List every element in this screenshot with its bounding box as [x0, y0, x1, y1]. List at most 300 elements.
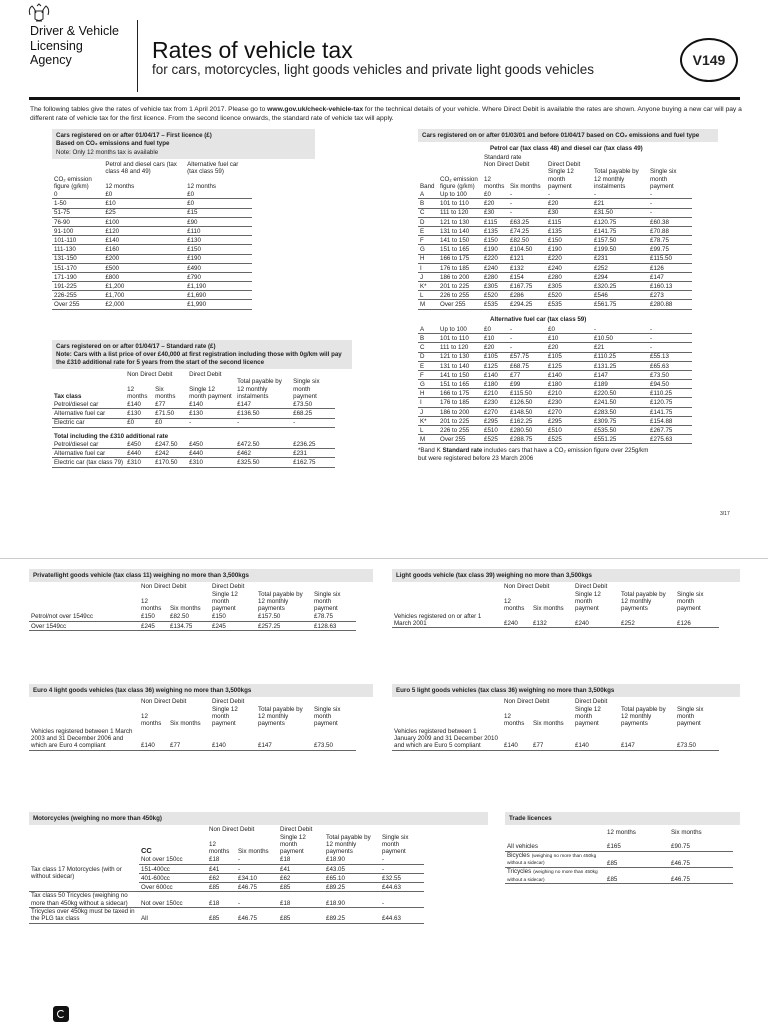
- table-cell: 141 to 150: [438, 370, 482, 379]
- table-cell: G: [418, 245, 438, 254]
- table-cell: Electric car (tax class 79): [54, 459, 124, 467]
- table-cell: £85: [605, 867, 669, 883]
- table-cell: £535: [482, 300, 508, 309]
- table-cell: £220.50: [592, 389, 648, 398]
- table-cell: £74.25: [508, 226, 546, 235]
- table-cell: £462: [235, 449, 291, 458]
- table-row: [52, 217, 252, 226]
- table-cell: £240: [482, 263, 508, 272]
- col-12-months: 12 months: [504, 597, 525, 613]
- table-cell: £73.50: [648, 370, 692, 379]
- table-cell: £0: [153, 418, 187, 427]
- table-cell: J: [418, 407, 438, 416]
- table-cell: Petrol/not over 1549cc: [29, 613, 139, 622]
- col-12-months: 12 months: [105, 182, 135, 190]
- table-cell: £105: [546, 352, 592, 361]
- table-cell: £70.88: [648, 226, 692, 235]
- table-cell: £130: [185, 236, 252, 245]
- table-row: [52, 409, 335, 418]
- motorcycles-panel: [29, 812, 488, 924]
- table-cell: £46.75: [669, 867, 733, 883]
- table-cell: £120: [103, 226, 185, 235]
- table-cell: £132: [531, 613, 573, 628]
- table-cell: 131 to 140: [438, 361, 482, 370]
- page-subtitle: for cars, motorcycles, light goods vehicles and private light goods vehicles: [152, 62, 594, 77]
- table-cell: £525: [482, 435, 508, 444]
- table-cell: £85: [605, 851, 669, 867]
- table-cell: £200: [103, 254, 185, 263]
- standard-rate-table: [52, 371, 335, 468]
- table-cell: £257.25: [256, 621, 312, 630]
- table-cell: £305: [482, 282, 508, 291]
- table-cell: £115.50: [508, 389, 546, 398]
- table-row: [52, 440, 335, 449]
- table-cell: £18: [278, 856, 324, 865]
- table-cell: £472.50: [235, 440, 291, 449]
- table-cell: £150: [139, 613, 168, 622]
- table-cell: C: [418, 208, 438, 217]
- table-cell: £57.75: [508, 352, 546, 361]
- table-cell: B: [418, 199, 438, 208]
- table-cell: £240: [546, 263, 592, 272]
- table-cell: £245: [210, 621, 256, 630]
- col-band: Band: [420, 182, 435, 190]
- col-six-months: Six months: [671, 829, 702, 837]
- table-cell: £62: [207, 873, 236, 882]
- band-k-footnote: *Band K Standard rate includes cars that have a CO₂ emission figure over 225g/km but were registered before 23 March 2006: [418, 447, 649, 462]
- table-row: [505, 867, 733, 883]
- col-12-months: 12 months: [484, 175, 505, 190]
- recycle-icon: [53, 1006, 69, 1022]
- table-cell: -: [648, 190, 692, 199]
- table-row: [52, 272, 252, 281]
- table-cell: B: [418, 334, 438, 343]
- table-cell: £147: [592, 370, 648, 379]
- table-cell: £130: [125, 409, 153, 418]
- table-cell: 111-130: [52, 245, 103, 254]
- motorcycles-table: [29, 826, 424, 923]
- table-row: [52, 400, 335, 409]
- table-cell: £525: [546, 435, 592, 444]
- table-cell: £280.50: [508, 426, 546, 435]
- col-single-12: Single 12 month payment: [575, 705, 601, 728]
- table-cell: £73.50: [312, 728, 356, 750]
- check-vehicle-tax-link[interactable]: www.gov.uk/check-vehicle-tax: [267, 106, 364, 113]
- table-cell: £82.50: [168, 613, 210, 622]
- table-row: [505, 837, 733, 852]
- col-total-payable: Total payable by 12 monthly payments: [621, 590, 666, 613]
- table-cell: £280: [546, 272, 592, 281]
- direct-debit-heading: Direct Debit: [189, 370, 222, 378]
- table-cell: £140: [210, 728, 256, 750]
- col-single-6: Single six month payment: [293, 378, 320, 400]
- col-co2-emission: CO₂ emission figure (g/km): [54, 175, 92, 190]
- table-cell: 111 to 120: [438, 208, 482, 217]
- table-cell: £157.50: [592, 236, 648, 245]
- table-cell: A: [418, 190, 438, 199]
- trade-row-label: [505, 837, 605, 852]
- table-cell: Over 1549cc: [29, 621, 139, 630]
- table-cell: £99.75: [648, 245, 692, 254]
- trade-licences-title: Trade licences: [505, 812, 740, 825]
- table-cell: £135: [546, 226, 592, 235]
- table-cell: £551.25: [592, 435, 648, 444]
- table-cell: £110: [185, 226, 252, 235]
- first-licence-subtitle: Based on CO₂ emissions and fuel type: [52, 140, 315, 148]
- table-cell: £150: [210, 613, 256, 622]
- table-cell: £510: [482, 426, 508, 435]
- table-row: [418, 416, 692, 425]
- table-cell: 121 to 130: [438, 352, 482, 361]
- col-co2: CO₂ emission figure (g/km): [440, 175, 478, 190]
- col-12-months: 12 months: [209, 840, 230, 856]
- table-cell: I: [418, 263, 438, 272]
- table-cell: £89.25: [324, 907, 380, 923]
- table-row: [392, 613, 719, 628]
- table-cell: 101 to 110: [438, 199, 482, 208]
- trade-vehicle-type: Tricycles: [507, 867, 532, 875]
- col-six-months: Six months: [533, 605, 564, 613]
- table-cell: Alternative fuel car: [52, 449, 125, 458]
- table-cell: £180: [546, 380, 592, 389]
- table-cell: £252: [619, 613, 675, 628]
- table-cell: £68.75: [508, 361, 546, 370]
- table-cell: -: [380, 892, 424, 908]
- col-six-months: Six months: [533, 720, 564, 728]
- table-cell: £160.13: [648, 282, 692, 291]
- table-row: [418, 426, 692, 435]
- header-divider: [137, 20, 138, 92]
- direct-debit-heading: Direct Debit: [548, 160, 581, 168]
- table-cell: £236.25: [291, 440, 335, 449]
- table-cell: £20: [546, 343, 592, 352]
- trade-vehicle-note: (weighing no more than 450kg without a sidecar): [507, 869, 598, 883]
- col-alternative-fuel: Alternative fuel car (tax class 59): [187, 160, 239, 176]
- standard-rate-title: Cars registered on or after 01/04/17 – Standard rate (£): [52, 340, 352, 351]
- table-cell: 401-600cc: [139, 873, 207, 882]
- table-cell: £65.63: [648, 361, 692, 370]
- table-cell: £520: [482, 291, 508, 300]
- co2-petrol-table: [418, 154, 692, 310]
- table-cell: £77: [531, 728, 573, 750]
- table-cell: £150: [482, 236, 508, 245]
- table-cell: £150: [546, 236, 592, 245]
- table-cell: 151-170: [52, 263, 103, 272]
- col-single-12: Single 12 month payment: [212, 705, 238, 728]
- table-cell: £1,700: [103, 291, 185, 300]
- table-cell: £46.75: [236, 907, 278, 923]
- col-12-months: 12 months: [141, 597, 162, 613]
- table-cell: £30: [546, 208, 592, 217]
- table-cell: £790: [185, 272, 252, 281]
- first-licence-table: [52, 161, 252, 310]
- table-cell: 191-225: [52, 282, 103, 291]
- table-cell: £270: [482, 407, 508, 416]
- table-cell: £140: [103, 236, 185, 245]
- table-cell: £128.63: [312, 621, 356, 630]
- table-row: [52, 300, 252, 309]
- header-rule: [29, 97, 740, 100]
- table-cell: D: [418, 352, 438, 361]
- table-cell: K*: [418, 282, 438, 291]
- table-cell: £10: [103, 199, 185, 208]
- col-petrol-diesel: Petrol and diesel cars (tax class 48 and 49): [105, 160, 177, 176]
- col-six-months: Six months: [155, 385, 176, 400]
- table-cell: £220: [546, 254, 592, 263]
- table-cell: E: [418, 226, 438, 235]
- co2-2001-title: Cars registered on or after 01/03/01 and before 01/04/17 based on CO₂ emissions and fuel type: [418, 129, 718, 142]
- table-cell: Petrol/diesel car: [52, 440, 125, 449]
- non-direct-debit-heading: Non Direct Debit: [127, 370, 173, 378]
- trade-vehicle-type: All vehicles: [507, 843, 538, 851]
- table-cell: £85: [278, 883, 324, 892]
- table-row: [418, 282, 692, 291]
- table-row: [418, 352, 692, 361]
- euro4-title: Euro 4 light goods vehicles (tax class 36) weighing no more than 3,500kgs: [29, 684, 373, 697]
- table-cell: £162.75: [291, 458, 335, 467]
- table-cell: -: [546, 190, 592, 199]
- col-12-months: 12 months: [187, 182, 217, 190]
- table-cell: £21: [592, 199, 648, 208]
- table-cell: £167.75: [508, 282, 546, 291]
- table-cell: 151 to 165: [438, 380, 482, 389]
- table-cell: £1,190: [185, 282, 252, 291]
- table-cell: £141.75: [592, 226, 648, 235]
- co2-alt-table: [418, 325, 692, 444]
- table-cell: £220: [482, 254, 508, 263]
- trade-row-label: [505, 867, 605, 883]
- lgv39-title: Light goods vehicle (tax class 39) weighing no more than 3,500kgs: [392, 569, 740, 582]
- table-row: [418, 370, 692, 379]
- table-cell: 76-90: [52, 217, 103, 226]
- table-cell: £140: [125, 400, 153, 409]
- table-cell: £18: [207, 892, 236, 908]
- table-cell: -: [648, 199, 692, 208]
- table-cell: £231: [592, 254, 648, 263]
- table-cell: £440: [187, 449, 235, 458]
- table-cell: £275.63: [648, 435, 692, 444]
- table-cell: £105: [482, 352, 508, 361]
- table-cell: £140: [482, 370, 508, 379]
- table-cell: £280.88: [648, 300, 692, 309]
- table-cell: -: [508, 343, 546, 352]
- table-cell: £190: [546, 245, 592, 254]
- table-cell: £800: [103, 272, 185, 281]
- table-row: [418, 389, 692, 398]
- table-cell: £309.75: [592, 416, 648, 425]
- lgv39-panel: [392, 569, 740, 628]
- trade-vehicle-note: (weighing no more than 450kg without a sidecar): [507, 853, 597, 867]
- table-cell: £115.50: [648, 254, 692, 263]
- direct-debit-heading: Direct Debit: [280, 826, 313, 834]
- non-direct-debit-heading: Non Direct Debit: [504, 583, 550, 591]
- table-row: [29, 728, 356, 750]
- table-cell: £60.38: [648, 217, 692, 226]
- table-cell: £77: [168, 728, 210, 750]
- col-12-months: 12 months: [607, 829, 636, 837]
- table-cell: 0: [52, 190, 103, 199]
- table-cell: Alternative fuel car: [52, 409, 125, 418]
- table-cell: 121 to 130: [438, 217, 482, 226]
- table-cell: £10: [482, 334, 508, 343]
- table-cell: £99: [508, 380, 546, 389]
- euro5-table: [392, 698, 719, 750]
- euro4-panel: [29, 684, 373, 751]
- table-cell: £125: [482, 361, 508, 370]
- table-cell: £310: [125, 458, 153, 467]
- table-row: [418, 398, 692, 407]
- table-cell: -: [236, 864, 278, 873]
- table-cell: 226-255: [52, 291, 103, 300]
- table-row: [418, 263, 692, 272]
- table-cell: Not over 150cc: [139, 892, 207, 908]
- royal-crest-logo: [27, 3, 51, 23]
- table-cell: L: [418, 291, 438, 300]
- table-row: [52, 190, 252, 199]
- table-cell: Vehicles registered between 1 January 2009 and 31 December 2010 and which are Euro 5 compliant: [392, 728, 502, 750]
- table-cell: £140: [187, 400, 235, 409]
- table-row: [418, 325, 692, 334]
- table-cell: £2,000: [103, 300, 185, 309]
- table-cell: £0: [482, 325, 508, 334]
- table-cell: £0: [546, 325, 592, 334]
- table-cell: £121: [508, 254, 546, 263]
- col-single-6: Single six month payment: [382, 833, 409, 856]
- table-cell: Petrol/diesel car: [52, 400, 125, 409]
- non-direct-debit-heading: Non Direct Debit: [484, 160, 530, 168]
- table-cell: All: [139, 907, 207, 923]
- non-direct-debit-heading: Non Direct Debit: [141, 583, 187, 591]
- table-cell: £140: [139, 728, 168, 750]
- col-single-6: Single six month payment: [314, 705, 341, 728]
- col-12-months: 12 months: [127, 385, 148, 400]
- table-cell: £110.25: [592, 352, 648, 361]
- table-cell: £165: [605, 837, 669, 852]
- table-cell: £78.75: [648, 236, 692, 245]
- table-cell: £561.75: [592, 300, 648, 309]
- table-cell: £0: [185, 199, 252, 208]
- table-cell: £162.25: [508, 416, 546, 425]
- table-cell: £273: [648, 291, 692, 300]
- table-cell: £18.90: [324, 856, 380, 865]
- table-cell: £90.75: [669, 837, 733, 852]
- table-row: [392, 728, 719, 750]
- table-cell: £147: [235, 400, 291, 409]
- table-cell: 51-75: [52, 208, 103, 217]
- table-cell: £115: [482, 217, 508, 226]
- table-cell: £30: [482, 208, 508, 217]
- table-row: [52, 291, 252, 300]
- table-row: [418, 199, 692, 208]
- table-row: [418, 217, 692, 226]
- col-single-6: Single six month payment: [677, 590, 704, 613]
- trade-licences-table: [505, 829, 733, 884]
- non-direct-debit-heading: Non Direct Debit: [504, 698, 550, 706]
- table-cell: 166 to 175: [438, 254, 482, 263]
- table-cell: £280: [482, 272, 508, 281]
- table-cell: £41: [207, 864, 236, 873]
- table-cell: £190: [482, 245, 508, 254]
- table-cell: F: [418, 370, 438, 379]
- table-cell: £294.25: [508, 300, 546, 309]
- form-code-badge: V149: [680, 38, 738, 82]
- table-cell: £85: [207, 883, 236, 892]
- standard-rate-heading: Standard rate: [484, 153, 522, 161]
- table-cell: £295: [546, 416, 592, 425]
- table-cell: £18: [207, 856, 236, 865]
- table-cell: £230: [482, 398, 508, 407]
- table-cell: £31.50: [592, 208, 648, 217]
- table-cell: £55.13: [648, 352, 692, 361]
- table-row: [52, 236, 252, 245]
- table-cell: £1,690: [185, 291, 252, 300]
- table-cell: £65.10: [324, 873, 380, 882]
- table-cell: £535.50: [592, 426, 648, 435]
- table-row: [418, 343, 692, 352]
- table-cell: £82.50: [508, 236, 546, 245]
- table-cell: £147: [648, 272, 692, 281]
- table-cell: 166 to 175: [438, 389, 482, 398]
- table-cell: Electric car: [52, 418, 125, 427]
- table-cell: L: [418, 426, 438, 435]
- agency-name: Driver & Vehicle Licensing Agency: [30, 24, 119, 67]
- table-cell: £242: [153, 449, 187, 458]
- table-cell: -: [508, 190, 546, 199]
- table-cell: 1-50: [52, 199, 103, 208]
- table-cell: 151-400cc: [139, 864, 207, 873]
- table-cell: £120.75: [648, 398, 692, 407]
- standard-rate-panel: [52, 340, 352, 468]
- table-cell: -: [648, 208, 692, 217]
- table-cell: £154.88: [648, 416, 692, 425]
- table-row: [418, 254, 692, 263]
- additional-rate-heading: Total including the £310 additional rate: [54, 432, 169, 440]
- table-cell: -: [508, 325, 546, 334]
- table-cell: £535: [546, 300, 592, 309]
- col-six-months: Six months: [170, 605, 201, 613]
- table-row: [418, 407, 692, 416]
- table-cell: £247.50: [153, 440, 187, 449]
- table-cell: A: [418, 325, 438, 334]
- table-cell: £20: [546, 199, 592, 208]
- table-row: [418, 236, 692, 245]
- table-cell: 201 to 225: [438, 416, 482, 425]
- table-cell: £546: [592, 291, 648, 300]
- table-cell: £270: [546, 407, 592, 416]
- table-cell: £44.63: [380, 907, 424, 923]
- table-cell: £85: [278, 907, 324, 923]
- table-cell: £180: [482, 380, 508, 389]
- plg-tricycle-label: Tricycles over 450kg must be taxed in the PLG tax class: [29, 907, 139, 923]
- page-code: 3/17: [720, 511, 730, 517]
- table-cell: £46.75: [669, 851, 733, 867]
- table-row: [29, 856, 424, 865]
- col-single-12: Single 12 month payment: [575, 590, 601, 613]
- table-row: [418, 226, 692, 235]
- lgv39-table: [392, 583, 719, 628]
- table-cell: F: [418, 236, 438, 245]
- table-cell: £190: [185, 254, 252, 263]
- table-row: [29, 613, 356, 622]
- tax-class-50-label: Tax class 50 Tricycles (weighing no more than 450kg without a sidecar): [29, 892, 139, 908]
- table-cell: £231: [291, 449, 335, 458]
- first-licence-title: Cars registered on or after 01/04/17 – First licence (£): [52, 129, 315, 140]
- table-cell: £230: [546, 398, 592, 407]
- first-licence-panel: [52, 129, 315, 310]
- euro4-table: [29, 698, 356, 750]
- table-cell: £0: [125, 418, 153, 427]
- table-cell: 131-150: [52, 254, 103, 263]
